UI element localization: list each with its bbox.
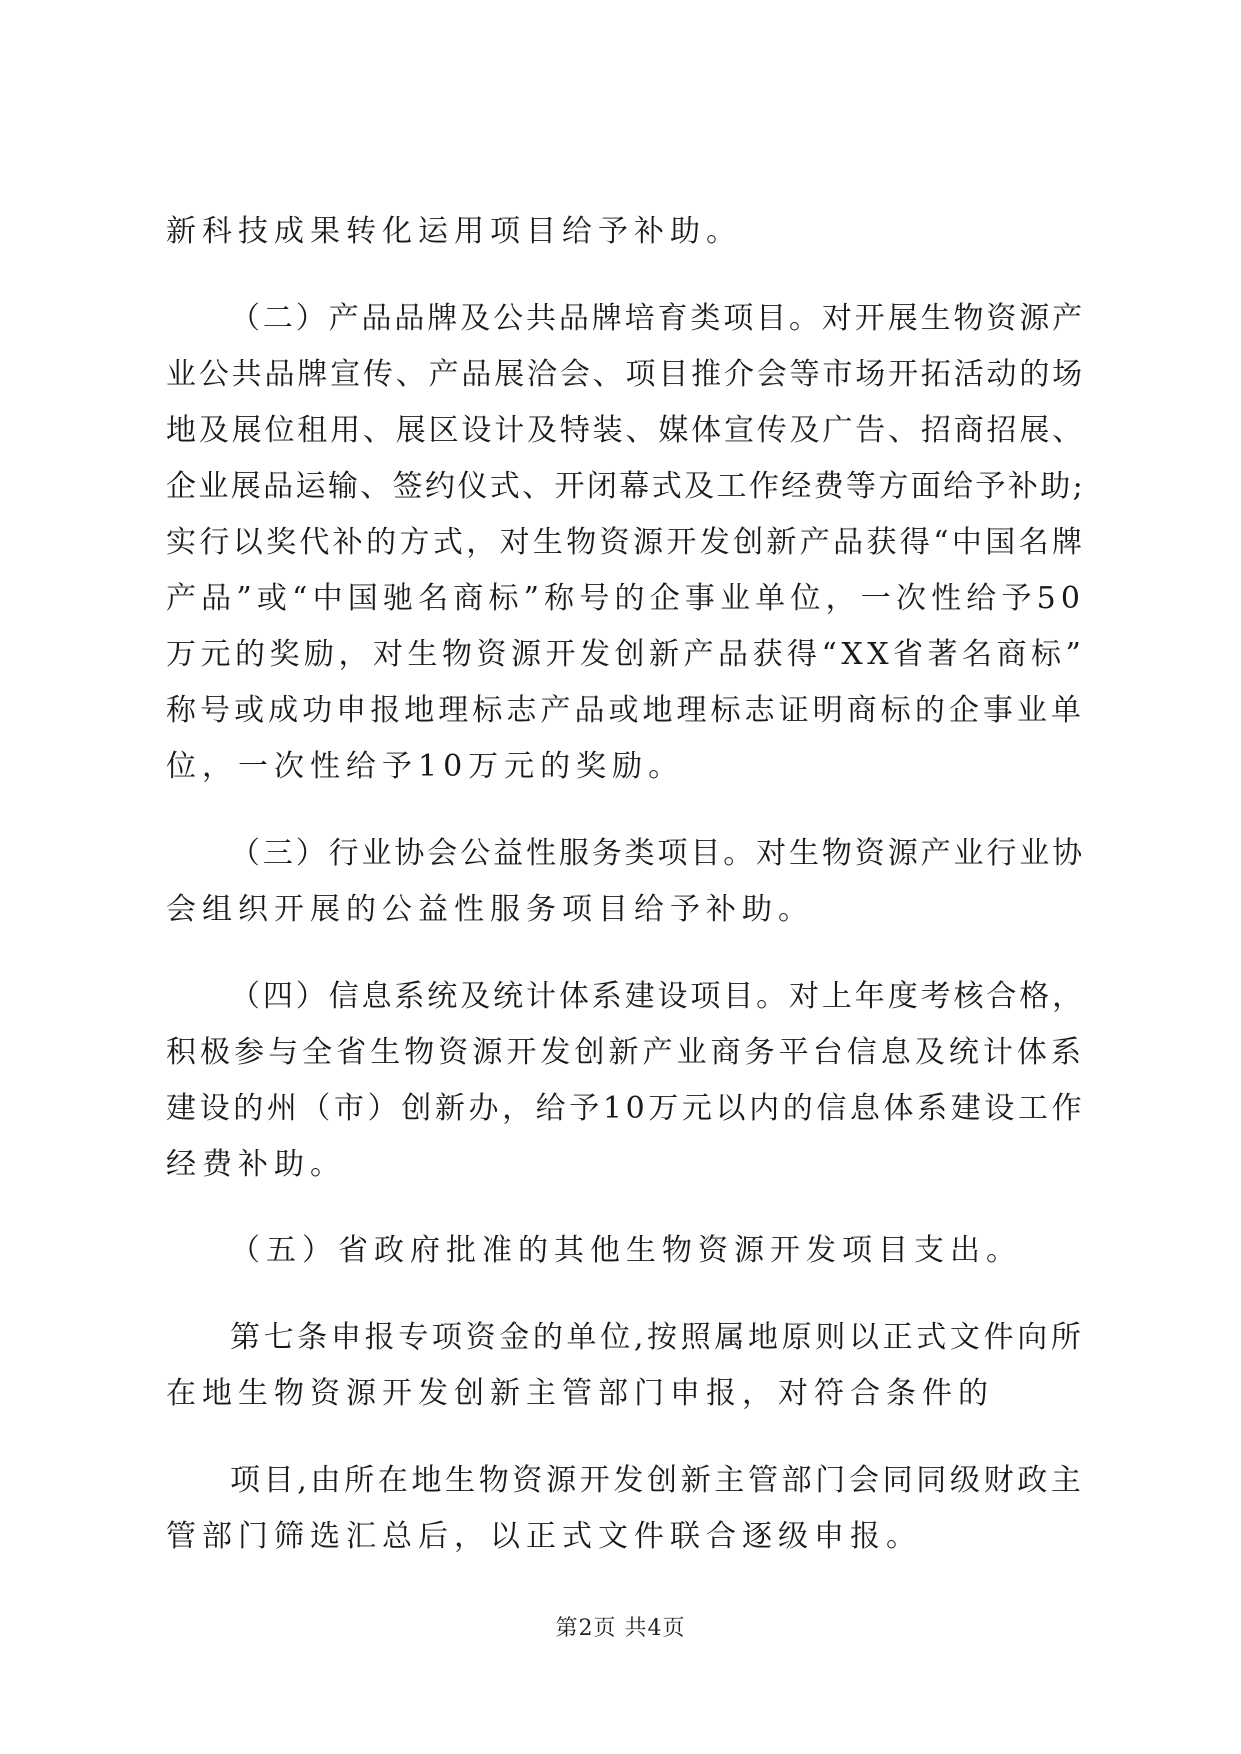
paragraph-line: 地及展位租用、展区设计及特装、媒体宣传及广告、招商招展、: [166, 413, 1085, 448]
paragraph-line: （三）行业协会公益性服务类项目。对生物资源产业行业协: [230, 836, 1085, 871]
paragraph-line: 称号或成功申报地理标志产品或地理标志证明商标的企事业单: [166, 693, 1085, 728]
paragraph-line: 业公共品牌宣传、产品展洽会、项目推介会等市场开拓活动的场: [166, 357, 1085, 392]
paragraph-line: 建设的州（市）创新办，给予10万元以内的信息体系建设工作: [166, 1091, 1086, 1126]
paragraph-line: 实行以奖代补的方式，对生物资源开发创新产品获得“中国名牌: [166, 525, 1086, 560]
paragraph-line: （五）省政府批准的其他生物资源开发项目支出。: [230, 1233, 1022, 1268]
paragraph-line: 积极参与全省生物资源开发创新产业商务平台信息及统计体系: [166, 1035, 1085, 1070]
paragraph-line: 会组织开展的公益性服务项目给予补助。: [166, 892, 814, 927]
paragraph-line: 产品”或“中国驰名商标”称号的企事业单位，一次性给予50: [166, 581, 1086, 616]
page-footer: 第2页 共4页: [555, 1616, 686, 1641]
paragraph-line: 在地生物资源开发创新主管部门申报，对符合条件的: [166, 1376, 994, 1411]
paragraph-line: 企业展品运输、签约仪式、开闭幕式及工作经费等方面给予补助;: [166, 469, 1086, 504]
paragraph-line: （四）信息系统及统计体系建设项目。对上年度考核合格，: [230, 979, 1085, 1014]
paragraph-line: 万元的奖励，对生物资源开发创新产品获得“XX省著名商标”: [166, 637, 1086, 672]
paragraph-line: 项目,由所在地生物资源开发创新主管部门会同同级财政主: [230, 1463, 1085, 1498]
paragraph-line: 位，一次性给予10万元的奖励。: [166, 749, 685, 784]
paragraph-line: 经费补助。: [166, 1147, 346, 1182]
paragraph-line: 新科技成果转化运用项目给予补助。: [166, 214, 742, 249]
paragraph-line: （二）产品品牌及公共品牌培育类项目。对开展生物资源产: [230, 301, 1085, 336]
paragraph-line: 管部门筛选汇总后，以正式文件联合逐级申报。: [166, 1519, 922, 1554]
paragraph-line: 第七条申报专项资金的单位,按照属地原则以正式文件向所: [230, 1320, 1085, 1355]
